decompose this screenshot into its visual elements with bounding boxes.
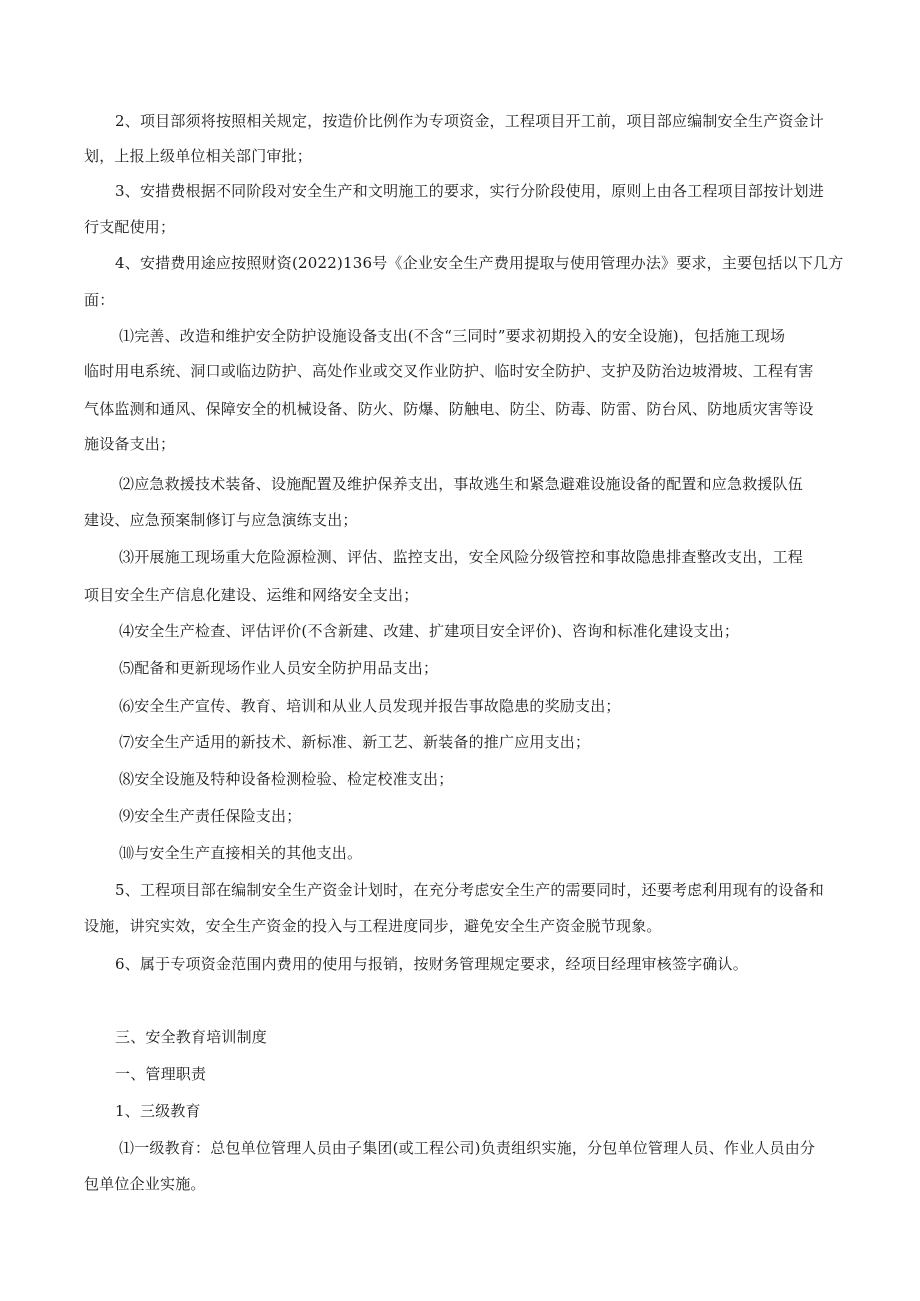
sub-3-line-1: ⑶开展施工现场重大危险源检测、评估、监控支出，安全风险分级管控和事故隐患排查整改支出，工程	[119, 548, 804, 566]
sub-2-line-2: 建设、应急预案制修订与应急演练支出；	[84, 511, 358, 529]
sub-6: ⑹安全生产宣传、教育、培训和从业人员发现并报告事故隐患的奖励支出；	[119, 697, 621, 715]
item-2-line-1: 2、项目部须将按照相关规定，按造价比例作为专项资金，工程项目开工前，项目部应编制安全生产资金计	[115, 112, 824, 130]
subsection-1-title: 一、管理职责	[115, 1065, 207, 1083]
sub-1-line-2: 临时用电系统、洞口或临边防护、高处作业或交叉作业防护、临时安全防护、支护及防治边坡滑坡、工程有害	[84, 362, 814, 380]
point-1-sub-1-line-1: ⑴一级教育：总包单位管理人员由子集团(或工程公司)负责组织实施，分包单位管理人员、作业人员由分	[119, 1139, 816, 1157]
sub-1-line-3: 气体监测和通风、保障安全的机械设备、防火、防爆、防触电、防尘、防毒、防雷、防台风、防地质灾害等设	[84, 400, 814, 418]
item-3-line-1: 3、安措费根据不同阶段对安全生产和文明施工的要求，实行分阶段使用，原则上由各工程项目部按计划进	[115, 182, 824, 200]
sub-10: ⑽与安全生产直接相关的其他支出。	[119, 844, 363, 862]
item-5-line-1: 5、工程项目部在编制安全生产资金计划时，在充分考虑安全生产的需要同时，还要考虑利用现有的设备和	[115, 881, 824, 899]
sub-1-line-4: 施设备支出；	[84, 435, 176, 453]
section-3-title: 三、安全教育培训制度	[115, 1028, 268, 1046]
sub-2-line-1: ⑵应急救援技术装备、设施配置及维护保养支出，事故逃生和紧急避难设施设备的配置和应急救援队伍	[119, 475, 804, 493]
sub-5: ⑸配备和更新现场作业人员安全防护用品支出；	[119, 659, 439, 677]
point-1-title: 1、三级教育	[115, 1102, 201, 1120]
sub-9: ⑼安全生产责任保险支出；	[119, 807, 302, 825]
item-3-line-2: 行支配使用；	[84, 218, 176, 236]
sub-7: ⑺安全生产适用的新技术、新标准、新工艺、新装备的推广应用支出；	[119, 733, 591, 751]
sub-3-line-2: 项目安全生产信息化建设、运维和网络安全支出；	[84, 586, 419, 604]
item-4-line-2: 面：	[84, 291, 115, 309]
item-2-line-2: 划，上报上级单位相关部门审批；	[84, 147, 313, 165]
sub-4: ⑷安全生产检查、评估评价(不含新建、改建、扩建项目安全评价)、咨询和标准化建设支出；	[119, 622, 740, 640]
item-6: 6、属于专项资金范围内费用的使用与报销，按财务管理规定要求，经项目经理审核签字确认。	[115, 955, 748, 973]
point-1-sub-1-line-2: 包单位企业实施。	[84, 1175, 206, 1193]
sub-8: ⑻安全设施及特种设备检测检验、检定校准支出；	[119, 770, 454, 788]
sub-1-line-1: ⑴完善、改造和维护安全防护设施设备支出(不含“三同时”要求初期投入的安全设施)，包括施工现场	[119, 327, 786, 345]
item-5-line-2: 设施，讲究实效，安全生产资金的投入与工程进度同步，避免安全生产资金脱节现象。	[84, 917, 662, 935]
item-4-line-1: 4、安措费用途应按照财资(2022)136号《企业安全生产费用提取与使用管理办法》要求，主要包括以下几方	[115, 254, 844, 272]
